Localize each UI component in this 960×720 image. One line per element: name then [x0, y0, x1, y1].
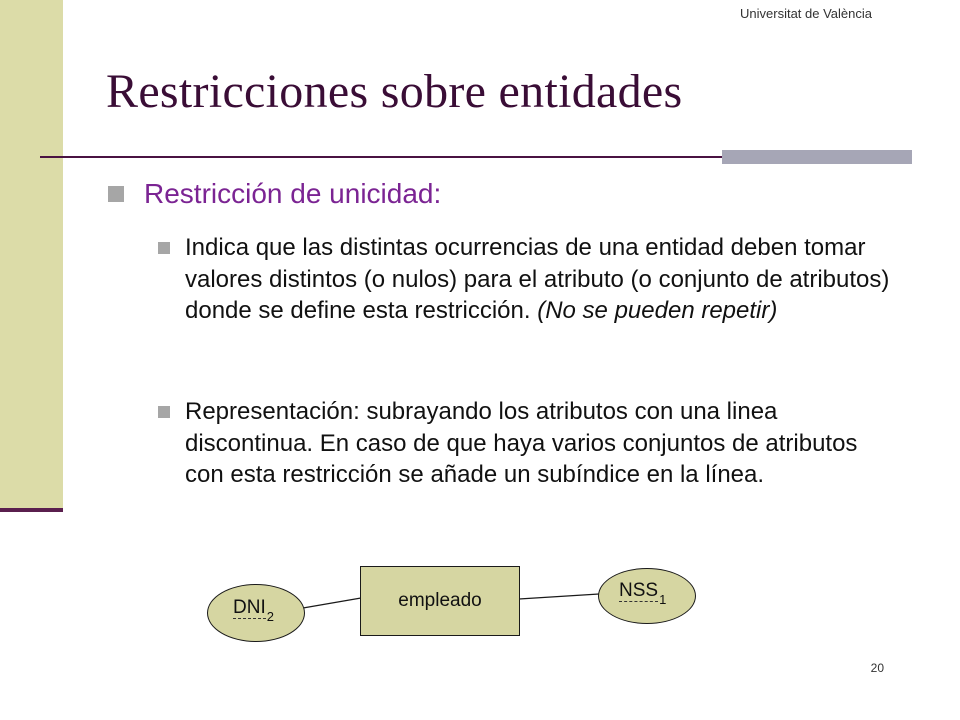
attribute-subscript: 1 — [659, 591, 667, 607]
sub-bullet-body: Indica que las distintas ocurrencias de una entidad deben tomar valores distintos (o nulos) para el atributo (o conjunto de atributos) donde se define esta restricción. — [185, 234, 890, 325]
slide-title: Restricciones sobre entidades — [106, 65, 683, 118]
attribute-name: DNI — [233, 597, 266, 618]
page-number: 20 — [870, 661, 884, 675]
institution-label: Universitat de València — [740, 6, 872, 21]
attribute-ellipse-dni — [207, 584, 305, 642]
sub-bullet-italic-note: (No se pueden repetir) — [537, 297, 778, 325]
attribute-subscript: 2 — [266, 608, 274, 624]
sub-bullet-text: Representación: subrayando los atributos con una linea discontinua. En caso de que haya varios conjuntos de atributos con esta restricción se añade un subíndice en la línea. — [185, 398, 858, 489]
entity-box — [360, 566, 520, 636]
attribute-ellipse-nss — [598, 568, 696, 624]
attribute-label — [233, 597, 274, 624]
attribute-label — [619, 580, 667, 607]
entity-label: empleado — [398, 590, 482, 611]
attribute-name: NSS — [619, 580, 659, 601]
main-bullet-text: Restricción de unicidad: — [144, 178, 442, 209]
